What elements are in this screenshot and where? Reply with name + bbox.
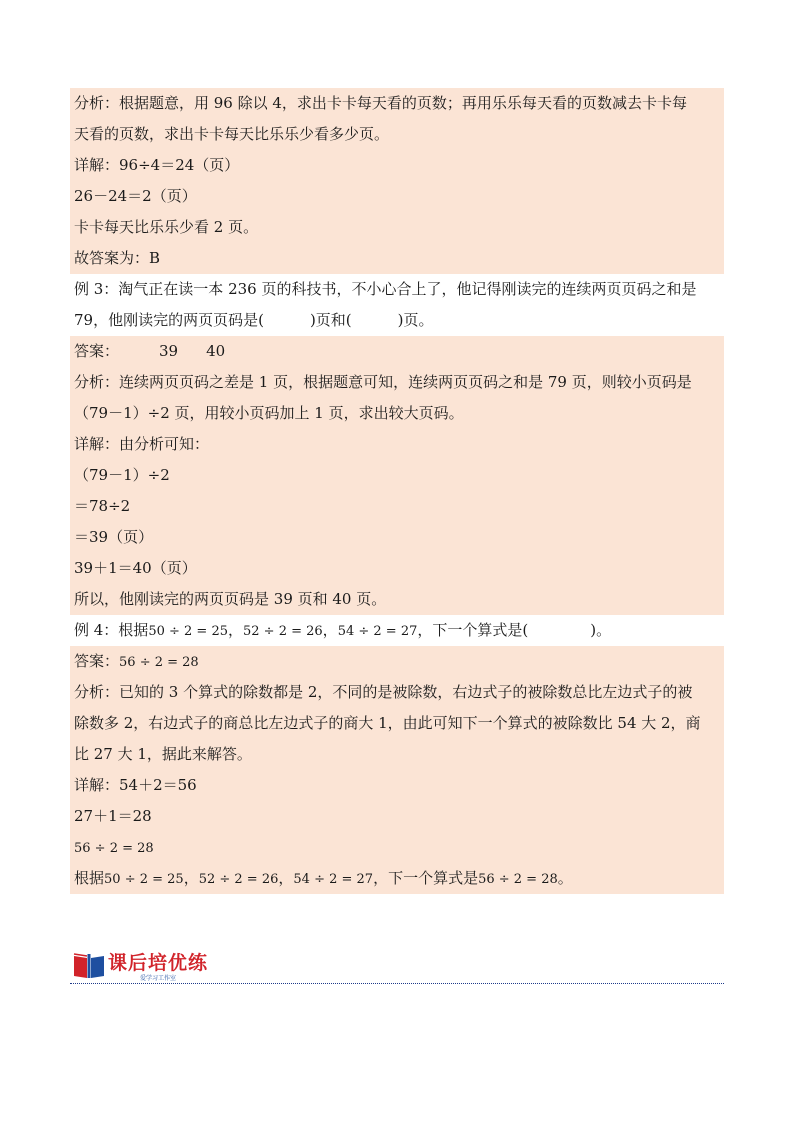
line-text: )页和( xyxy=(309,311,352,329)
line-text: 例 4：根据 xyxy=(74,621,149,639)
line-text: 卡卡每天比乐乐少看 2 页。 xyxy=(74,218,259,236)
line-text: 答案： xyxy=(74,652,120,670)
line-text: （79－1）÷2 页，用较小页码加上 1 页，求出较大页码。 xyxy=(74,404,464,422)
formula: 52 ÷ 2 = 26 xyxy=(243,624,323,639)
line-text: ， xyxy=(278,869,294,887)
line-text: 除数多 2，右边式子的商总比左边式子的商大 1，由此可知下一个算式的被除数比 54 大 2，商 xyxy=(74,714,701,732)
line-text: 26－24＝2（页） xyxy=(74,187,197,205)
text-line xyxy=(70,305,724,336)
line-text: ＝78÷2 xyxy=(74,497,131,515)
text-line xyxy=(70,615,724,646)
text-line xyxy=(70,336,724,367)
text-line xyxy=(70,863,724,894)
text-line xyxy=(70,119,724,150)
line-text: 27＋1＝28 xyxy=(74,807,152,825)
line-text: ，下一个算式是 xyxy=(373,869,479,887)
text-line xyxy=(70,212,724,243)
line-text: 40 xyxy=(206,342,226,360)
line-text: ， xyxy=(322,621,338,639)
line-text: 分析：已知的 3 个算式的除数都是 2，不同的是被除数，右边式子的被除数总比左边式子的被 xyxy=(74,683,693,701)
text-line xyxy=(70,429,724,460)
text-line xyxy=(70,801,724,832)
text-line xyxy=(70,243,724,274)
text-line xyxy=(70,677,724,708)
text-line xyxy=(70,398,724,429)
formula: 54 ÷ 2 = 27 xyxy=(293,872,374,887)
line-text: 故答案为：B xyxy=(74,249,161,267)
line-text: )。 xyxy=(590,621,612,639)
dotted-divider xyxy=(70,983,724,984)
text-line xyxy=(70,522,724,553)
line-text: 分析：根据题意，用 96 除以 4，求出卡卡每天看的页数；再用乐乐每天看的页数减去卡卡每 xyxy=(74,94,687,112)
text-line xyxy=(70,491,724,522)
line-text: 39＋1＝40（页） xyxy=(74,559,197,577)
text-line xyxy=(70,367,724,398)
formula: 54 ÷ 2 = 27 xyxy=(337,624,418,639)
text-line xyxy=(70,553,724,584)
line-text: 详解：96÷4＝24（页） xyxy=(74,156,240,174)
line-text: 例 3：淘气正在读一本 236 页的科技书，不小心合上了，他记得刚读完的连续两页页码之和是 xyxy=(74,280,697,298)
line-text: 分析：连续两页页码之差是 1 页，根据题意可知，连续两页页码之和是 79 页，则较小页码是 xyxy=(74,373,692,391)
text-line xyxy=(70,150,724,181)
text-line xyxy=(70,739,724,770)
line-text: ， xyxy=(227,621,243,639)
line-text: 79，他刚读完的两页页码是( xyxy=(74,311,264,329)
footer-banner xyxy=(70,944,724,990)
formula: 52 ÷ 2 = 26 xyxy=(198,872,279,887)
line-text: 详解：由分析可知： xyxy=(74,435,210,453)
logo-subtext: 爱学习工作室 xyxy=(140,975,177,982)
formula: 56 ÷ 2 = 28 xyxy=(74,841,154,856)
line-text: 根据 xyxy=(74,869,105,887)
document-body xyxy=(70,88,724,894)
text-line xyxy=(70,770,724,801)
text-line xyxy=(70,584,724,615)
formula: 50 ÷ 2 = 25 xyxy=(104,872,184,887)
formula: 56 ÷ 2 = 28 xyxy=(119,655,199,670)
line-text: （79－1）÷2 xyxy=(74,466,170,484)
text-line xyxy=(70,832,724,863)
line-text: )页。 xyxy=(397,311,434,329)
line-text: 所以，他刚读完的两页页码是 39 页和 40 页。 xyxy=(74,590,387,608)
text-line xyxy=(70,181,724,212)
line-text: 39 xyxy=(159,342,179,360)
line-text: 。 xyxy=(557,869,573,887)
line-text: 详解：54＋2＝56 xyxy=(74,776,197,794)
formula: 50 ÷ 2 = 25 xyxy=(148,624,228,639)
text-line xyxy=(70,708,724,739)
line-text: ，下一个算式是( xyxy=(417,621,529,639)
formula: 56 ÷ 2 = 28 xyxy=(478,872,558,887)
logo-text: 课后培优练 xyxy=(108,952,209,974)
text-line xyxy=(70,646,724,677)
text-line xyxy=(70,274,724,305)
line-text: ， xyxy=(183,869,199,887)
line-text: 答案： xyxy=(74,342,120,360)
line-text: 比 27 大 1，据此来解答。 xyxy=(74,745,252,763)
line-text: 天看的页数，求出卡卡每天比乐乐少看多少页。 xyxy=(74,125,390,143)
text-line xyxy=(70,88,724,119)
text-line xyxy=(70,460,724,491)
line-text: ＝39（页） xyxy=(74,528,154,546)
book-icon xyxy=(72,950,106,980)
